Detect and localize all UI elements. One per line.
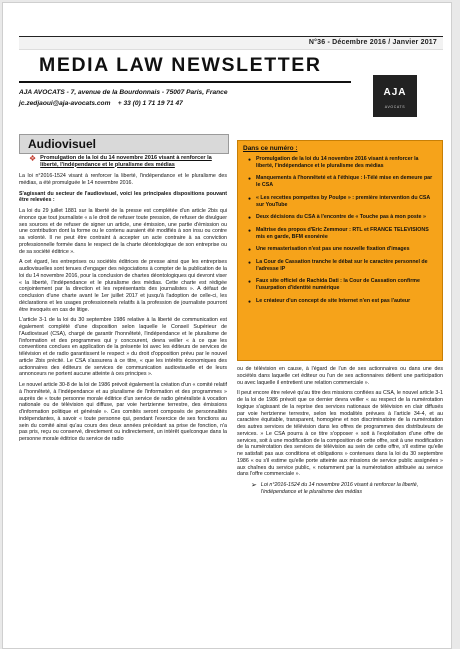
newsletter-page — [2, 2, 452, 649]
issue-label: N°36 - Décembre 2016 / Janvier 2017 — [308, 39, 437, 46]
contact-line: jc.zedjaoui@aja-avocats.com + 33 (0) 1 71 19 71 47 — [19, 100, 183, 107]
reference-item — [251, 482, 443, 496]
firm-address: AJA AVOCATS - 7, avenue de la Bourdonnais - 75007 Paris, France — [19, 89, 228, 96]
article-heading-text: Promulgation de la loi du 14 novembre 2016 visant à renforcer la liberté, l'indépendance et le pluralisme des médias — [40, 155, 212, 168]
diamond-bullet-icon: ❖ — [29, 154, 37, 163]
reference-text: Loi n°2016-1524 du 14 novembre 2016 visant à renforcer la liberté, l'indépendance et le pluralisme des médias — [260, 482, 419, 495]
bullet-icon: ● — [248, 227, 252, 234]
paragraph: Le nouvel article 30-8 de la loi de 1986 prévoit également la création d'un « comité relatif à l'honnêteté, à l'indépendance et au pluralisme de l'information et des programmes » auprès de « toute personne morale éditrice d'un service de radio généraliste à vocation nationale ou de télévision qui diffuse, par voie hertzienne terrestre, des émissions d'information politique et générale ». Ces comités seront composés de personnalités indépendantes, à savoir « toute personne qui, pendant l'exercice de ses fonctions au sein du comité ainsi qu'au cours des deux années précédant sa prise de fonction, n'a pas pris, reçu ou conservé, directement ou indirectement, un intérêt quelconque dans la personne morale éditrice du service de radio — [19, 382, 227, 443]
summary-item[interactable]: ● Le créateur d'un concept de site Internet n'en est pas l'auteur — [248, 297, 411, 305]
bullet-icon: ● — [248, 279, 252, 286]
summary-item[interactable]: ● « Les recettes pompettes by Poulpe » : première intervention du CSA sur YouTube — [248, 194, 431, 208]
issue-bar — [19, 36, 443, 50]
paragraph: S'agissant du secteur de l'audiovisuel, voici les principales dispositions pouvant être relevées : — [19, 190, 227, 204]
summary-item[interactable]: ● Faux site officiel de Rachida Dati : la Cour de Cassation confirme l'usurpation d'identité numérique — [248, 278, 420, 291]
paragraph: L'article 3-1 de la loi du 30 septembre 1986 relative à la liberté de communication est également complété d'une disposition selon laquelle le Conseil Supérieur de l'Audiovisuel (CSA), chargé de garantir l'honnêteté, l'indépendance et le pluralisme de l'information et des programmes qui y concourent, devra veiller « à ce que les conventions conclues en application de la présente loi avec les éditeurs de services de télévision et de radio garantissent le respect » du droit d'opposition prévu par le nouvel article 2bis précité. Le CSA s'assurera à ce titre, « que les intérêts économiques des actionnaires des éditeurs de services de communication audiovisuelle et de leurs annonceurs ne portent aucune atteinte à ces principes ». — [19, 317, 227, 378]
newsletter-title: MEDIA LAW NEWSLETTER — [39, 54, 322, 76]
summary-item[interactable]: ● Maîtrise des propos d'Eric Zemmour : RTL et FRANCE TELEVISIONS mis en garde, BFM exonérée — [248, 226, 429, 240]
logo-text: AJA — [383, 87, 407, 98]
title-rule — [19, 81, 351, 83]
right-column — [237, 366, 443, 496]
section-title: Audiovisuel — [28, 137, 97, 151]
left-column — [19, 155, 227, 447]
bullet-icon: ● — [248, 247, 252, 254]
summary-item[interactable]: ● Une remasterisation n'est pas une nouvelle fixation d'images — [248, 246, 410, 254]
bullet-icon: ● — [248, 195, 252, 202]
section-header — [19, 134, 229, 154]
summary-title: Dans ce numéro : — [243, 145, 298, 152]
logo-subtext: AVOCATS — [384, 105, 406, 109]
summary-item[interactable]: ● Deux décisions du CSA à l'encontre de « Touche pas à mon poste » — [248, 214, 426, 222]
article-heading — [19, 155, 227, 168]
bullet-icon: ● — [248, 259, 252, 266]
bullet-icon: ● — [248, 176, 252, 183]
paragraph: ou de télévision en cause, à l'égard de l'un de ses actionnaires ou dans une des sociétés dans laquelle cet éditeur ou l'un de ses actionnaires détient une participation ou avec laquelle il entretient une relation commerciale ». — [237, 366, 443, 386]
summary-item[interactable]: ● Manquements à l'honnêteté et à l'éthique : I-Télé mise en demeure par le CSA — [248, 175, 433, 189]
bullet-icon: ● — [248, 157, 252, 163]
paragraph: La loi du 29 juillet 1881 sur la liberté de la presse est complétée d'un article 2bis qui énonce que tout journaliste « a le droit de refuser toute pression, de refuser de divulguer ses sources et de refuser de signer un article, une émission, une partie d'émission ou une contribution dont la forme ou le contenu auraient été modifiés à son insu ou contre sa volonté. Il ne peut être contraint à accepter un acte contraire à sa conviction professionnelle formée dans le respect de la charte déontologique de son entreprise ou de sa société éditrice ». — [19, 208, 227, 255]
summary-list — [248, 156, 434, 310]
bullet-icon: ● — [248, 215, 252, 222]
summary-item[interactable]: ● Promulgation de la loi du 14 novembre 2016 visant à renforcer la liberté, l'indépendance et le pluralisme des médias — [248, 156, 419, 169]
paragraph: Il peut encore être relevé qu'au titre des missions confiées au CSA, le nouvel article 3-1 de la loi de 1986 prévoit que ce dernier devra veiller « au respect de la numérotation logique s'agissant de la reprise des services nationaux de télévision en clair diffusés par voie hertzienne terrestre, selon les modalités prévues à l'article 34-4, et au caractère équitable, transparent, homogène et non discriminatoire de la numérotation des autres services de télévision dans les offres de programmes des distributeurs de services. » Le CSA pourra à ce titre s'opposer « soit à l'exploitation d'une offre de services, soit à une modification de la composition de cette offre, soit à une modification de la numérotation des services de télévision au sein de cette offre, s'il estime qu'elle ne satisfait pas aux conditions et obligations » contenues dans la loi du 30 septembre 1986 « ou s'il estime qu'elle porte atteinte aux missions de service public assignées » aux chaînes du service public, « notamment par la numérotation attribuée au service dans l'offre commerciale ». — [237, 390, 443, 478]
summary-item[interactable]: ● La Cour de Cassation tranche le débat sur le caractère personnel de l'adresse IP — [248, 258, 428, 272]
paragraph: La loi n°2016-1524 visant à renforcer la liberté, l'indépendance et le pluralisme des médias, a été promulguée le 14 novembre 2016. — [19, 173, 227, 186]
bullet-icon: ● — [248, 298, 252, 305]
arrow-bullet-icon: ➢ — [251, 482, 257, 489]
paragraph: A cet égard, les entreprises ou sociétés éditrices de presse ainsi que les entreprises audiovisuelles sont tenues d'engager des négociations à compter de la publication de la loi du 14 novembre 2016, pour la conclusion de chartes déontologiques qui devront viser « la liberté, l'indépendance et le pluralisme des médias. Cette charte est rédigée conjointement par la direction et les représentants des journalistes ». A défaut de conclusion d'une charte avant le 1er juillet 2017 et jusqu'à l'adoption de celle-ci, les déclarations et les usages professionnels relatifs à la profession de journaliste pourront être invoqués en cas de litige. — [19, 259, 227, 313]
summary-box — [237, 140, 443, 361]
aja-logo — [373, 75, 417, 117]
